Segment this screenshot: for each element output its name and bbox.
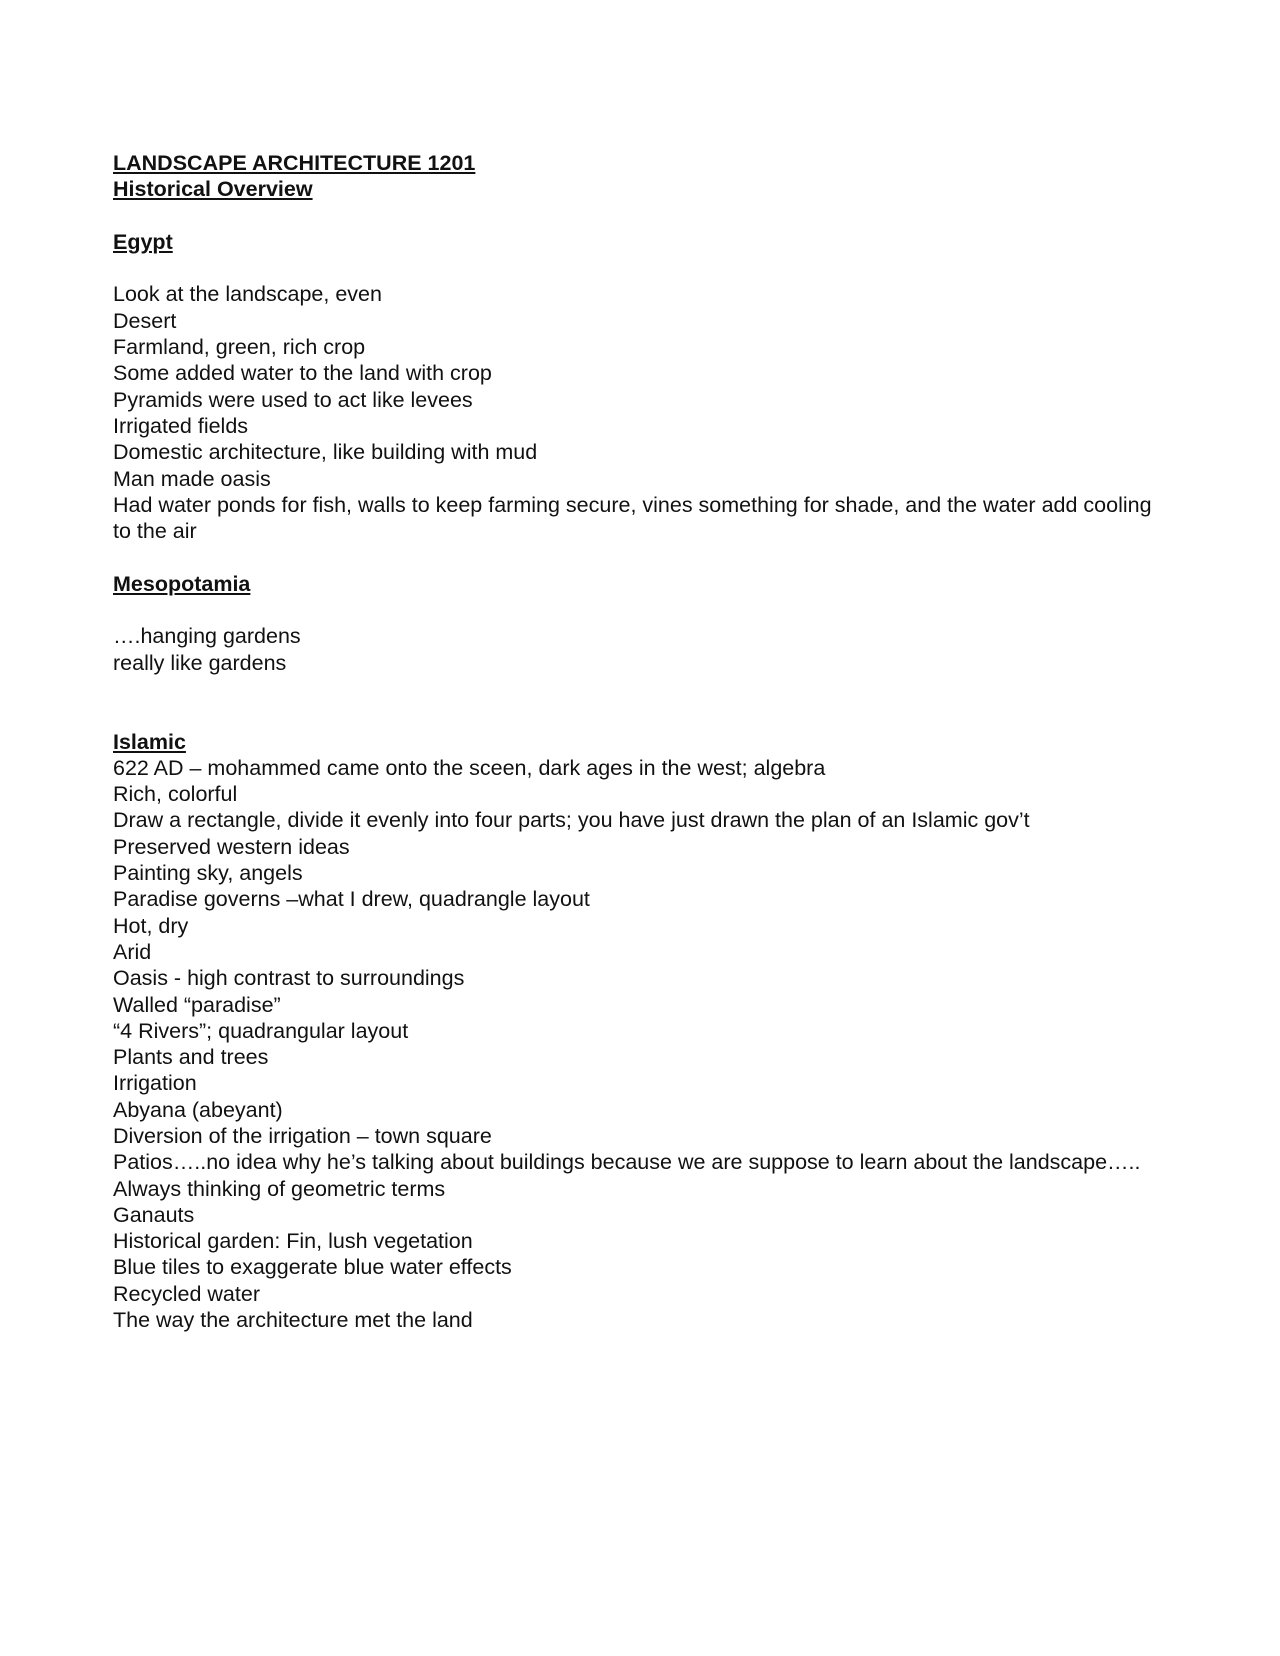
islamic-line: Plants and trees bbox=[113, 1045, 269, 1070]
section-heading-mesopotamia: Mesopotamia bbox=[113, 571, 251, 596]
islamic-line: Blue tiles to exaggerate blue water effects bbox=[113, 1255, 512, 1280]
islamic-line: “4 Rivers”; quadrangular layout bbox=[113, 1018, 409, 1043]
islamic-line: Diversion of the irrigation – town square bbox=[113, 1123, 492, 1148]
egypt-line: Look at the landscape, even bbox=[113, 282, 382, 307]
section-heading-islamic: Islamic bbox=[113, 729, 186, 754]
islamic-line: 622 AD – mohammed came onto the sceen, dark ages in the west; algebra bbox=[113, 755, 826, 780]
egypt-line: Man made oasis bbox=[113, 466, 271, 491]
spacer bbox=[113, 597, 1153, 623]
spacer bbox=[113, 702, 1153, 728]
document-page bbox=[113, 150, 1153, 1333]
islamic-line: Preserved western ideas bbox=[113, 834, 350, 859]
egypt-line: Irrigated fields bbox=[113, 413, 249, 438]
islamic-line: The way the architecture met the land bbox=[113, 1308, 473, 1333]
document-subtitle: Historical Overview bbox=[113, 177, 313, 202]
course-title: LANDSCAPE ARCHITECTURE 1201 bbox=[113, 151, 476, 175]
islamic-line: Painting sky, angels bbox=[113, 861, 303, 886]
spacer bbox=[113, 544, 1153, 570]
islamic-line: Draw a rectangle, divide it evenly into four parts; you have just drawn the plan of an Islamic gov’t bbox=[113, 808, 1030, 833]
egypt-line: Domestic architecture, like building with mud bbox=[113, 440, 538, 465]
islamic-line: Rich, colorful bbox=[113, 782, 238, 807]
spacer bbox=[113, 676, 1153, 702]
islamic-line: Hot, dry bbox=[113, 913, 189, 938]
islamic-line: Irrigation bbox=[113, 1071, 197, 1096]
islamic-line: Walled “paradise” bbox=[113, 992, 281, 1017]
egypt-line: Had water ponds for fish, walls to keep farming secure, vines something for shade, and the water add cooling to the air bbox=[113, 492, 1152, 544]
section-heading-egypt: Egypt bbox=[113, 229, 173, 254]
islamic-line: Patios…..no idea why he’s talking about buildings because we are suppose to learn about the landscape….. bbox=[113, 1150, 1141, 1175]
islamic-line: Paradise governs –what I drew, quadrangle layout bbox=[113, 887, 590, 912]
spacer bbox=[113, 255, 1153, 281]
mesopotamia-line: ….hanging gardens bbox=[113, 624, 301, 649]
islamic-line: Arid bbox=[113, 939, 152, 964]
islamic-line: Ganauts bbox=[113, 1202, 195, 1227]
spacer bbox=[113, 203, 1153, 229]
egypt-line: Some added water to the land with crop bbox=[113, 361, 492, 386]
islamic-line: Abyana (abeyant) bbox=[113, 1097, 283, 1122]
egypt-line: Pyramids were used to act like levees bbox=[113, 387, 473, 412]
islamic-line: Recycled water bbox=[113, 1281, 260, 1306]
egypt-line: Farmland, green, rich crop bbox=[113, 335, 366, 360]
egypt-line: Desert bbox=[113, 308, 177, 333]
islamic-line: Oasis - high contrast to surroundings bbox=[113, 966, 465, 991]
islamic-line: Historical garden: Fin, lush vegetation bbox=[113, 1229, 473, 1254]
islamic-line: Always thinking of geometric terms bbox=[113, 1176, 446, 1201]
mesopotamia-line: really like gardens bbox=[113, 650, 287, 675]
